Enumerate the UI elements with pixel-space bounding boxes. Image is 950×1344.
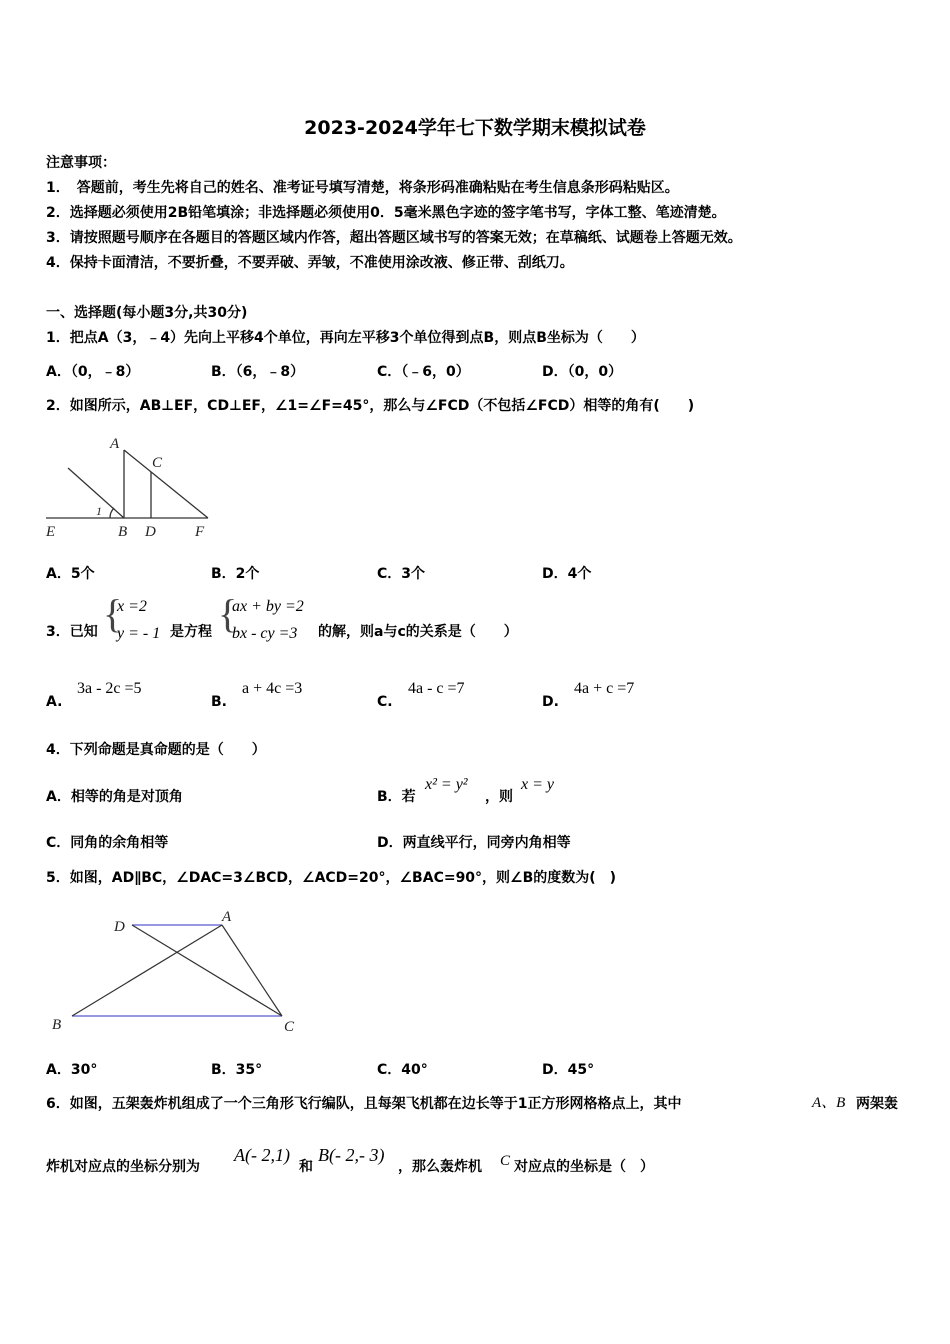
question-4-stem: 4．下列命题是真命题的是（ ） bbox=[46, 742, 266, 758]
q3-sys2-line1: ax + by =2 bbox=[232, 598, 304, 615]
q3-option-d-expr: 4a + c =7 bbox=[574, 680, 635, 697]
q2-label-b: B bbox=[118, 524, 128, 540]
q3-sys2-line2: bx - cy =3 bbox=[232, 625, 298, 642]
q3-prefix: 3．已知 bbox=[46, 624, 98, 640]
q6-and: 和 bbox=[299, 1159, 313, 1175]
q5-option-c: C．40° bbox=[377, 1062, 428, 1078]
q3-option-b-letter: B. bbox=[211, 694, 227, 710]
q3-option-c-letter: C. bbox=[377, 694, 393, 710]
q4-option-b-expr1: x² = y² bbox=[425, 776, 468, 793]
q2-label-f: F bbox=[195, 524, 205, 540]
q2-figure bbox=[44, 432, 224, 544]
q1-option-c: C．（﹣6，0） bbox=[377, 364, 470, 380]
notice-item: 2．选择题必须使用2B铅笔填涂；非选择题必须使用0．5毫米黑色字迹的签字笔书写，字体工整、笔迹清楚。 bbox=[46, 205, 726, 221]
notice-item: 1． 答题前，考生先将自己的姓名、准考证号填写清楚，将条形码准确粘贴在考生信息条形码粘贴区。 bbox=[46, 180, 679, 196]
q6-line2-mid: ，那么轰炸机 bbox=[398, 1159, 482, 1175]
q2-option-b: B．2个 bbox=[211, 566, 260, 582]
notice-item: 3．请按照题号顺序在各题目的答题区域内作答，超出答题区域书写的答案无效；在草稿纸、试题卷上答题无效。 bbox=[46, 230, 742, 246]
q6-coord-b: B(- 2,- 3) bbox=[318, 1145, 385, 1165]
q3-sys1-line2: y = - 1 bbox=[117, 625, 161, 642]
q5-label-c: C bbox=[284, 1019, 295, 1035]
q3-option-b-expr: a + 4c =3 bbox=[242, 680, 303, 697]
q1-option-d: D．（0，0） bbox=[542, 364, 623, 380]
q3-suffix: 的解，则a与c的关系是（ ） bbox=[318, 624, 518, 640]
q2-option-d: D．4个 bbox=[542, 566, 592, 582]
q4-option-d: D．两直线平行，同旁内角相等 bbox=[377, 835, 571, 851]
q2-label-1: 1 bbox=[96, 504, 102, 518]
q2-label-c: C bbox=[152, 455, 163, 471]
q5-option-a: A．30° bbox=[46, 1062, 98, 1078]
q2-label-e: E bbox=[46, 524, 56, 540]
q3-option-d-letter: D. bbox=[542, 694, 559, 710]
section-heading: 一、选择题(每小题3分,共30分) bbox=[46, 305, 248, 321]
q6-coord-a: A(- 2,1) bbox=[234, 1145, 290, 1165]
q2-label-d: D bbox=[145, 524, 156, 540]
q3-middle: 是方程 bbox=[170, 624, 212, 640]
q3-brace-2: { bbox=[218, 591, 238, 636]
q5-option-d: D．45° bbox=[542, 1062, 595, 1078]
q3-option-a-expr: 3a - 2c =5 bbox=[77, 680, 142, 697]
q5-label-d: D bbox=[114, 919, 125, 935]
q6-line2-prefix: 炸机对应点的坐标分别为 bbox=[46, 1159, 200, 1175]
q4-option-b-middle: ，则 bbox=[485, 789, 513, 805]
q6-vars-ab: A、B bbox=[812, 1095, 846, 1111]
q3-brace-1: { bbox=[103, 591, 123, 636]
q5-figure bbox=[46, 902, 306, 1042]
q3-sys1-line1: x =2 bbox=[117, 598, 147, 615]
q3-option-c-expr: 4a - c =7 bbox=[408, 680, 465, 697]
question-1-stem: 1．把点A（3，﹣4）先向上平移4个单位，再向左平移3个单位得到点B，则点B坐标为（ ） bbox=[46, 330, 645, 346]
q6-line2-end: 对应点的坐标是（ ） bbox=[514, 1159, 654, 1175]
q2-option-c: C．3个 bbox=[377, 566, 426, 582]
q1-option-b: B．（6，﹣8） bbox=[211, 364, 305, 380]
q4-option-b-expr2: x = y bbox=[521, 776, 554, 793]
notice-item: 4．保持卡面清洁，不要折叠，不要弄破、弄皱，不准使用涂改液、修正带、刮纸刀。 bbox=[46, 255, 574, 271]
q2-label-a: A bbox=[110, 436, 120, 452]
q6-var-c: C bbox=[500, 1153, 511, 1169]
question-6-line1: 6．如图，五架轰炸机组成了一个三角形飞行编队，且每架飞机都在边长等于1正方形网格格点上，其中 bbox=[46, 1096, 682, 1112]
q5-label-b: B bbox=[52, 1017, 62, 1033]
page-title: 2023-2024学年七下数学期末模拟试卷 bbox=[304, 117, 646, 139]
question-5-stem: 5．如图，AD∥BC，∠DAC=3∠BCD，∠ACD=20°，∠BAC=90°，则∠B的度数为( ) bbox=[46, 870, 617, 886]
notice-heading: 注意事项： bbox=[46, 155, 116, 171]
q4-option-b-prefix: B．若 bbox=[377, 789, 416, 805]
q1-option-a: A．（0，﹣8） bbox=[46, 364, 140, 380]
q2-option-a: A．5个 bbox=[46, 566, 95, 582]
q5-option-b: B．35° bbox=[211, 1062, 263, 1078]
q4-option-a: A．相等的角是对顶角 bbox=[46, 789, 183, 805]
q4-option-c: C．同角的余角相等 bbox=[46, 835, 169, 851]
q5-label-a: A bbox=[222, 909, 232, 925]
q6-line1-end: 两架轰 bbox=[856, 1096, 898, 1112]
q3-option-a-letter: A. bbox=[46, 694, 63, 710]
question-2-stem: 2．如图所示，AB⊥EF，CD⊥EF，∠1=∠F=45°，那么与∠FCD（不包括∠FCD）相等的角有( ) bbox=[46, 398, 695, 414]
